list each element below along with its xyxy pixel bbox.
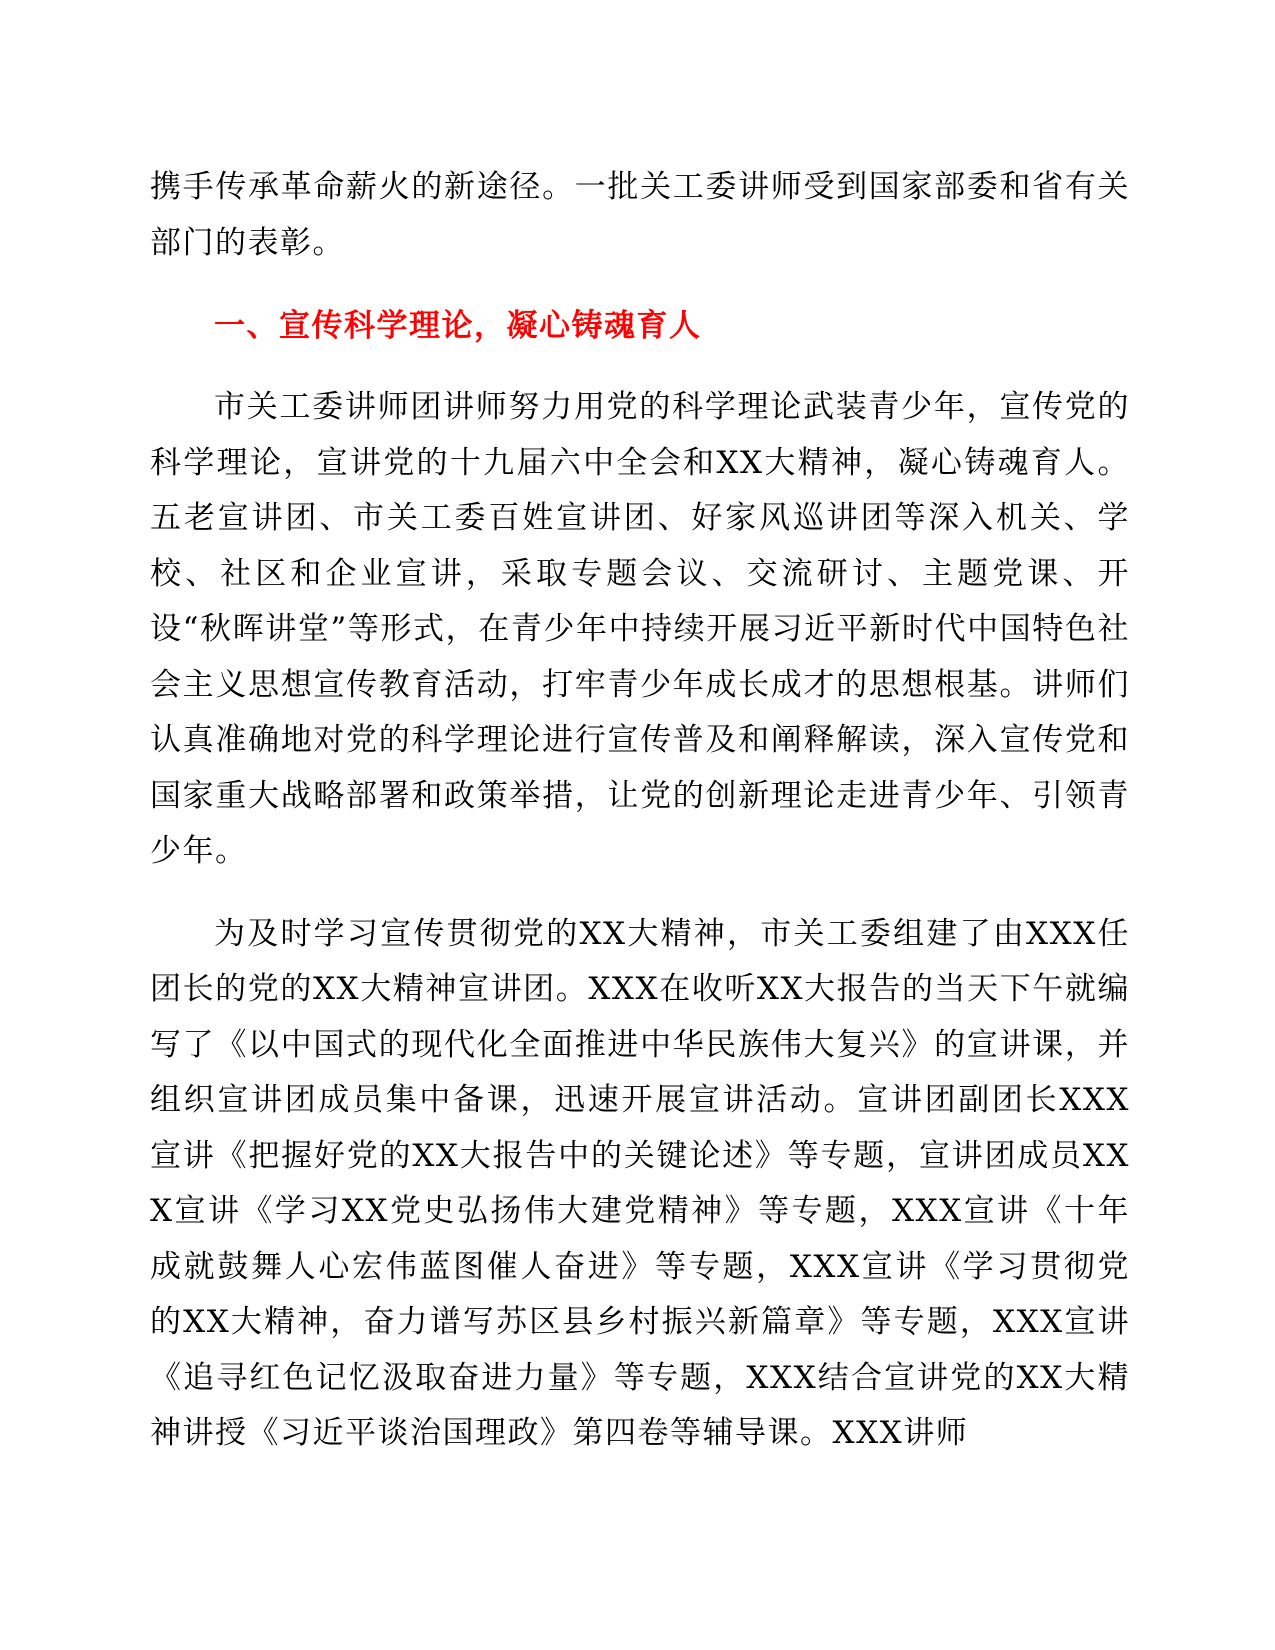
document-body bbox=[150, 160, 1130, 1462]
body-paragraph-2: 为及时学习宣传贯彻党的XX大精神，市关工委组建了由XXX任团长的党的XX大精神宣讲团。XXX在收听XX大报告的当天下午就编写了《以中国式的现代化全面推进中华民族伟大复兴》的宣讲课，并组织宣讲团成员集中备课，迅速开展宣讲活动。宣讲团副团长XXX宣讲《把握好党的XX大报告中的关键论述》等专题，宣讲团成员XXX宣讲《学习XX党史弘扬伟大建党精神》等专题，XXX宣讲《十年成就鼓舞人心宏伟蓝图催人奋进》等专题，XXX宣讲《学习贯彻党的XX大精神，奋力谱写苏区县乡村振兴新篇章》等专题，XXX宣讲《追寻红色记忆汲取奋进力量》等专题，XXX结合宣讲党的XX大精神讲授《习近平谈治国理政》第四卷等辅导课。XXX讲师 bbox=[150, 915, 1130, 1451]
section-heading: 一、宣传科学理论，凝心铸魂育人 bbox=[214, 308, 702, 344]
body-paragraph-1: 市关工委讲师团讲师努力用党的科学理论武装青少年，宣传党的科学理论，宣讲党的十九届六中全会和XX大精神，凝心铸魂育人。五老宣讲团、市关工委百姓宣讲团、好家风巡讲团等深入机关、学校、社区和企业宣讲，采取专题会议、交流研讨、主题党课、开设“秋晖讲堂”等形式，在青少年中持续开展习近平新时代中国特色社会主义思想宣传教育活动，打牢青少年成长成才的思想根基。讲师们认真准确地对党的科学理论进行宣传普及和阐释解读，深入宣传党和国家重大战略部署和政策举措，让党的创新理论走进青少年、引领青少年。 bbox=[150, 389, 1130, 869]
continuation-paragraph: 携手传承革命薪火的新途径。一批关工委讲师受到国家部委和省有关部门的表彰。 bbox=[150, 169, 1130, 261]
